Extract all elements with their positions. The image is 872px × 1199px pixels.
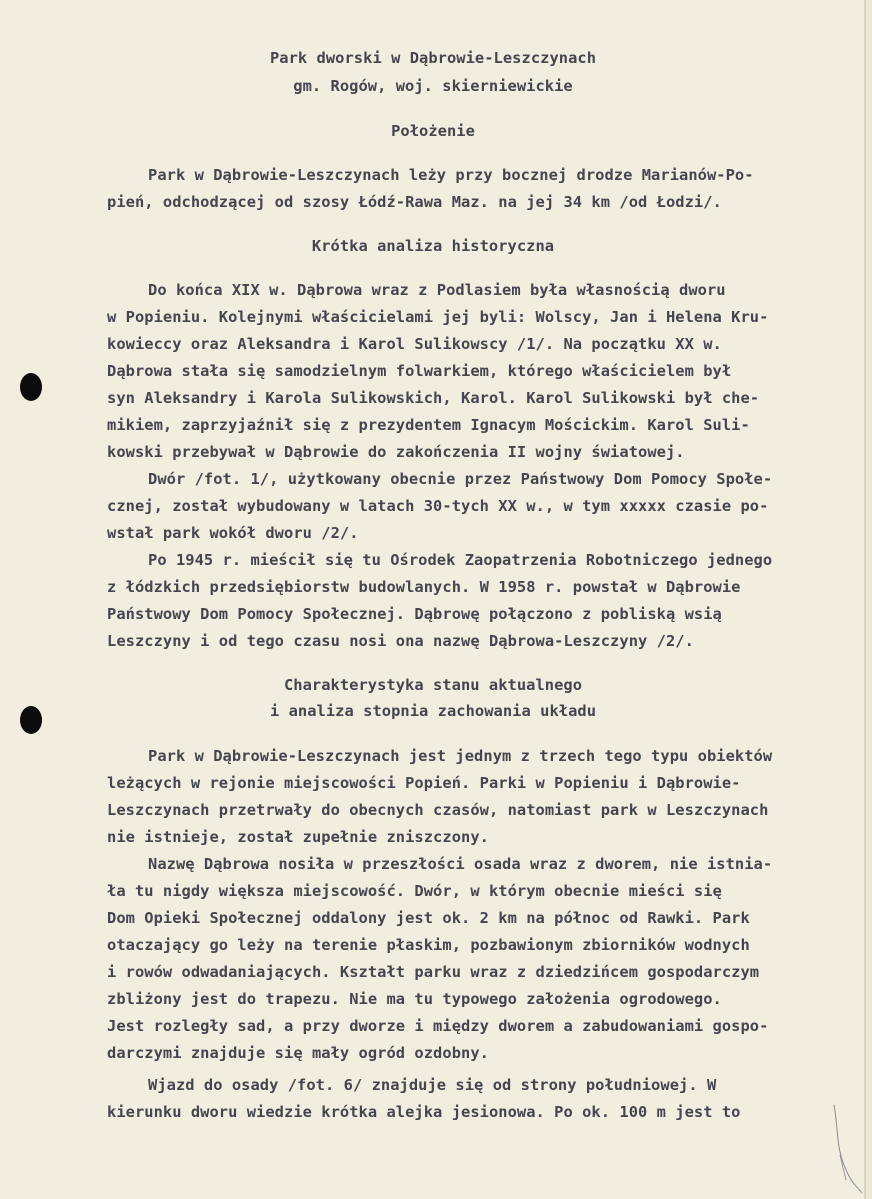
text-line: zbliżony jest do trapezu. Nie ma tu typowego założenia ogrodowego. <box>107 990 722 1008</box>
text-line: wstał park wokół dworu /2/. <box>107 524 359 542</box>
text-line: Nazwę Dąbrowa nosiła w przeszłości osada wraz z dworem, nie istnia- <box>148 855 773 873</box>
text-line: Po 1945 r. mieścił się tu Ośrodek Zaopatrzenia Robotniczego jednego <box>148 551 773 569</box>
text-line: Park w Dąbrowie-Leszczynach leży przy bocznej drodze Marianów-Po- <box>148 166 754 184</box>
section-heading-current-2: i analiza stopnia zachowania układu <box>269 702 597 720</box>
pencil-mark <box>826 1085 866 1195</box>
text-line: Państwowy Dom Pomocy Społecznej. Dąbrowę połączono z pobliską wsią <box>107 605 722 623</box>
text-line: darczymi znajduje się mały ogród ozdobny. <box>107 1044 489 1062</box>
document-title: Park dworski w Dąbrowie-Leszczynach <box>269 49 597 67</box>
text-line: Leszczynach przetrwały do obecnych czasów, natomiast park w Leszczynach <box>107 801 769 819</box>
text-line: Wjazd do osady /fot. 6/ znajduje się od strony południowej. W <box>148 1076 717 1094</box>
text-line: kierunku dworu wiedzie krótka alejka jesionowa. Po ok. 100 m jest to <box>107 1103 741 1121</box>
text-line: ła tu nigdy większa miejscowość. Dwór, w którym obecnie mieści się <box>107 882 722 900</box>
text-line: kowieccy oraz Aleksandra i Karol Sulikowscy /1/. Na początku XX w. <box>107 335 722 353</box>
text-line: cznej, został wybudowany w latach 30-tych XX w., w tym xxxxx czasie po- <box>107 497 769 515</box>
section-heading-current-1: Charakterystyka stanu aktualnego <box>283 676 583 694</box>
text-line: Leszczyny i od tego czasu nosi ona nazwę Dąbrowa-Leszczyny /2/. <box>107 632 694 650</box>
text-line: Dwór /fot. 1/, użytkowany obecnie przez Państwowy Dom Pomocy Społe- <box>148 470 773 488</box>
text-line: Dom Opieki Społecznej oddalony jest ok. 2 km na północ od Rawki. Park <box>107 909 750 927</box>
text-line: syn Aleksandry i Karola Sulikowskich, Karol. Karol Sulikowski był che- <box>107 389 760 407</box>
text-line: kowski przebywał w Dąbrowie do zakończenia II wojny światowej. <box>107 443 685 461</box>
text-line: i rowów odwadaniających. Kształt parku wraz z dziedzińcem gospodarczym <box>107 963 760 981</box>
section-heading-history: Krótka analiza historyczna <box>311 237 555 255</box>
section-heading-location: Położenie <box>391 122 475 140</box>
text-line: otaczający go leży na terenie płaskim, pozbawionym zbiorników wodnych <box>107 936 750 954</box>
text-line: mikiem, zaprzyjaźnił się z prezydentem Ignacym Mościckim. Karol Suli- <box>107 416 750 434</box>
punch-hole <box>20 373 42 401</box>
text-line: leżących w rejonie miejscowości Popień. Parki w Popieniu i Dąbrowie- <box>107 774 741 792</box>
document-subtitle: gm. Rogów, woj. skierniewickie <box>293 77 573 95</box>
text-line: w Popieniu. Kolejnymi właścicielami jej byli: Wolscy, Jan i Helena Kru- <box>107 308 769 326</box>
text-line: Do końca XIX w. Dąbrowa wraz z Podlasiem była własnością dworu <box>148 281 726 299</box>
text-line: pień, odchodzącej od szosy Łódź-Rawa Maz. na jej 34 km /od Łodzi/. <box>107 193 722 211</box>
text-line: Jest rozległy sad, a przy dworze i między dworem a zabudowaniami gospo- <box>107 1017 769 1035</box>
text-line: z łódzkich przedsiębiorstw budowlanych. W 1958 r. powstał w Dąbrowie <box>107 578 741 596</box>
text-line: Park w Dąbrowie-Leszczynach jest jednym z trzech tego typu obiektów <box>148 747 773 765</box>
text-line: nie istnieje, został zupełnie zniszczony. <box>107 828 489 846</box>
text-line: Dąbrowa stała się samodzielnym folwarkiem, którego właścicielem był <box>107 362 732 380</box>
